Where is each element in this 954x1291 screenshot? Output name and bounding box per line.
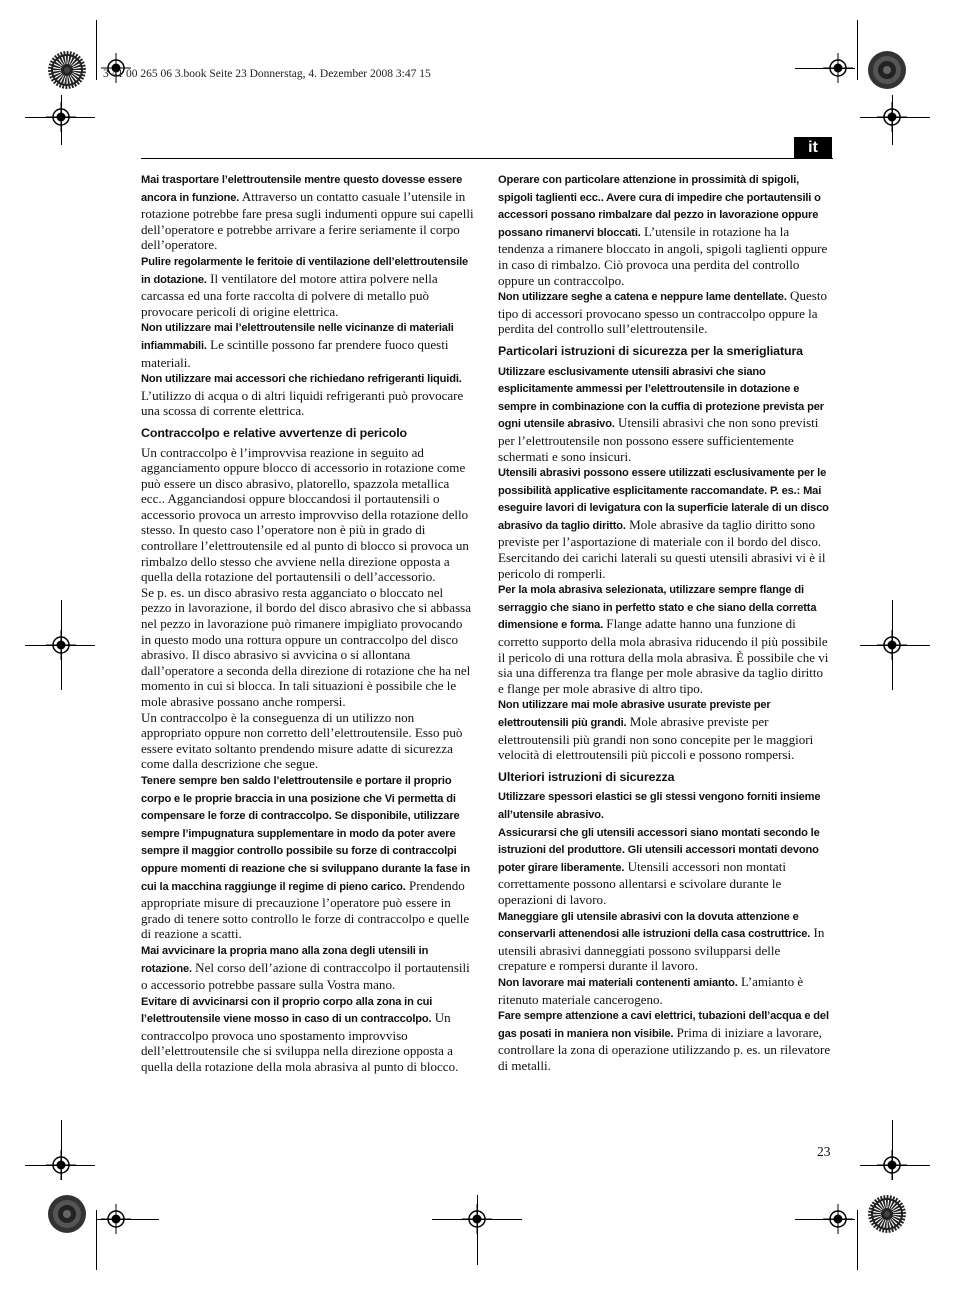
- registration-crosshair-icon: [462, 1204, 492, 1234]
- body-text: Flange adatte hanno una funzione di corretto supporto della mola abrasiva riducendo il più possibile il pericolo di una rottura della mola abrasiva. È possibile che vi sia una differenza tra flange per mole abrasive da taglio diritto e flange per mole abrasive di altro tipo.: [498, 616, 829, 696]
- bold-lead: Non utilizzare mai accessori che richiedano refrigeranti liquidi.: [141, 373, 462, 386]
- bold-lead: Assicurarsi che gli utensili accessori siano montati secondo le istruzioni del produttore. Gli utensili accessori montati devono poter girare liberamente.: [498, 826, 820, 874]
- body-text: Prendendo appropriate misure di precauzione l’operatore può essere in grado di tenere sotto controllo le forze di contraccolpo e quelle di reazione a scatti.: [141, 877, 470, 942]
- registration-crosshair-icon: [823, 1204, 853, 1234]
- body-text: Questo tipo di accessori provocano spesso un contraccolpo oppure la perdita del controllo sull’elettroutensile.: [498, 288, 827, 337]
- section-heading: Contraccolpo e relative avvertenze di pericolo: [141, 425, 408, 440]
- body-text: In utensili abrasivi danneggiati possono svilupparsi delle crepature e rompersi durante il lavoro.: [498, 925, 825, 974]
- body-text: Utensili accessori non montati correttamente possono allentarsi e scivolare durante le operazioni di lavoro.: [498, 858, 786, 907]
- registration-crosshair-icon: [46, 630, 76, 660]
- right-column: [498, 171, 832, 1073]
- paragraph: [498, 788, 832, 823]
- color-target-icon: [867, 50, 907, 90]
- header-rule: [141, 158, 833, 159]
- paragraph: [498, 908, 832, 974]
- star-target-icon: [47, 50, 87, 90]
- paragraph: [498, 974, 832, 1007]
- paragraph: [141, 710, 475, 772]
- bold-lead: Non utilizzare mai l’elettroutensile nelle vicinanze di materiali infiammabili.: [141, 322, 454, 352]
- registration-crosshair-icon: [877, 630, 907, 660]
- registration-crosshair-icon: [877, 102, 907, 132]
- body-text: Un contraccolpo provoca uno spostamento improvviso dell’elettroutensile che si sviluppa nella direzione opposta a quella della rotazione della mola abrasiva al punto di blocco.: [141, 1010, 459, 1075]
- star-target-icon: [867, 1194, 907, 1234]
- body-text: Nel corso dell’azione di contraccolpo il portautensili o accessorio potrebbe passare sulla Vostra mano.: [141, 959, 470, 993]
- registration-crosshair-icon: [46, 102, 76, 132]
- paragraph: [498, 288, 832, 337]
- body-text: Mole abrasive previste per elettroutensili più grandi non sono concepite per le maggiori velocità di elettroutensili più piccoli e possono rompersi.: [498, 714, 814, 763]
- body-text: Utensili abrasivi che non sono previsti per l’elettroutensile non possono essere sufficientemente schermati e sono insicuri.: [498, 415, 819, 464]
- paragraph: [141, 993, 475, 1075]
- paragraph: [141, 171, 475, 253]
- bold-lead: Mai avvicinare la propria mano alla zona degli utensili in rotazione.: [141, 944, 429, 975]
- paragraph: [141, 319, 475, 370]
- registration-crosshair-icon: [877, 1150, 907, 1180]
- body-text: Il ventilatore del motore attira polvere nella carcassa ed una forte raccolta di polvere di metallo può provocare pericoli di origine elettrica.: [141, 270, 438, 319]
- bold-lead: Utilizzare esclusivamente utensili abrasivi che siano esplicitamente ammessi per l’elettroutensile in dotazione e sempre in combinazione con la cuffia di protezione prevista per ogni utensile abrasivo.: [498, 365, 824, 431]
- paragraph: [141, 772, 475, 942]
- bold-lead: Non lavorare mai materiali contenenti amianto.: [498, 976, 738, 989]
- print-file-info: 3 41 00 265 06 3.book Seite 23 Donnerstag, 4. Dezember 2008 3:47 15: [103, 68, 431, 80]
- bold-lead: Utilizzare spessori elastici se gli stessi vengono forniti insieme all’utensile abrasivo.: [498, 791, 821, 821]
- paragraph: [498, 581, 832, 696]
- paragraph: [141, 445, 475, 585]
- body-text: Le scintille possono far prendere fuoco questi materiali.: [141, 336, 449, 370]
- color-target-icon: [47, 1194, 87, 1234]
- crop-line: [857, 1210, 858, 1270]
- section-heading: Ulteriori istruzioni di sicurezza: [498, 769, 675, 784]
- body-text: Un contraccolpo è l’improvvisa reazione in seguito ad agganciamento oppure blocco di accessorio in rotazione come può essere un disco abrasivo, platorello, spazzola metallica ecc.. Agganciandosi oppure bloccandosi il portautensili o accessorio provoca un arresto improvviso della rotazione dello stesso. In questo caso l’operatore non è più in grado di controllare l’elettroutensile ed al punto di blocco si provoca un rimbalzo dello stesso che avviene nella direzione opposta a quella della rotazione del portautensili o dell’accessorio.: [141, 444, 469, 585]
- paragraph: [141, 942, 475, 993]
- registration-crosshair-icon: [823, 53, 853, 83]
- registration-crosshair-icon: [101, 1204, 131, 1234]
- bold-lead: Pulire regolarmente le feritoie di ventilazione dell’elettroutensile in dotazione.: [141, 255, 469, 286]
- bold-lead: Non utilizzare mai mole abrasive usurate previste per elettroutensili più grandi.: [498, 699, 771, 729]
- paragraph: [141, 370, 475, 419]
- bold-lead: Fare sempre attenzione a cavi elettrici, tubazioni dell’acqua e del gas posati in maniera non visibile.: [498, 1010, 829, 1040]
- paragraph: [498, 824, 832, 908]
- paragraph: [498, 171, 832, 288]
- body-text: Prima di iniziare a lavorare, controllare la zona di operazione utilizzando p. es. un rilevatore di metalli.: [498, 1024, 831, 1073]
- body-text: Se p. es. un disco abrasivo resta agganciato o bloccato nel pezzo in lavorazione, il bordo del disco abrasivo che si abbassa nel pezzo in lavorazione può rimanere impigliato provocando in questo modo una rottura oppure un contraccolpo del disco abrasivo. Il disco abrasivo si avvicina o si allontana dall’operatore a seconda della direzione di rotazione che ha nel momento in cui si blocca. In tali situazioni è possibile che le mole abrasive possano anche rompersi.: [141, 584, 472, 709]
- paragraph: [498, 363, 832, 465]
- bold-lead: Evitare di avvicinarsi con il proprio corpo alla zona in cui l’elettroutensile viene mosso in caso di un contraccolpo.: [141, 995, 433, 1026]
- bold-lead: Utensili abrasivi possono essere utilizzati esclusivamente per le possibilità applicative esplicitamente raccomandate. P. es.: Mai eseguire lavori di levigatura con la superficie laterale di un disco abrasivo da taglio diritto.: [498, 467, 829, 532]
- crop-line: [857, 20, 858, 80]
- body-text: Un contraccolpo è la conseguenza di un utilizzo non appropriato oppure non corretto dell’elettroutensile. Esso può essere evitato soltanto prendendo misure adatte di sicurezza come dalla descrizione che segue.: [141, 709, 463, 772]
- body-text: Mole abrasive da taglio diritto sono previste per l’asportazione di materiale con il bordo del disco. Esercitando dei carichi laterali su questi utensili abrasivi vi è il pericolo di romperli.: [498, 516, 826, 581]
- left-column: [141, 171, 475, 1075]
- page-number: 23: [817, 1144, 831, 1159]
- bold-lead: Maneggiare gli utensile abrasivi con la dovuta attenzione e conservarli attenendosi alle istruzioni della casa costruttrice.: [498, 910, 811, 941]
- crop-line: [96, 20, 97, 80]
- paragraph: [141, 253, 475, 319]
- registration-crosshair-icon: [46, 1150, 76, 1180]
- body-text: Attraverso un contatto casuale l’utensile in rotazione potrebbe fare presa sugli indumenti oppure sui capelli dell’operatore e potrebbe arrivare a ferire seriamente il corpo dell’operatore.: [141, 188, 474, 253]
- bold-lead: Non utilizzare seghe a catena e neppure lame dentellate.: [498, 291, 787, 304]
- bold-lead: Per la mola abrasiva selezionata, utilizzare sempre flange di serraggio che siano in perfetto stato e che siano della corretta dimensione e forma.: [498, 584, 817, 632]
- paragraph: [141, 585, 475, 710]
- body-text: L’utilizzo di acqua o di altri liquidi refrigeranti può provocare una scossa di corrente elettrica.: [141, 387, 464, 419]
- bold-lead: Operare con particolare attenzione in prossimità di spigoli, spigoli taglienti ecc.. Avere cura di impedire che portautensili o accessori possano rimbalzare dal pezzo in lavorazione oppure possano rimanervi bloccati.: [498, 174, 821, 239]
- language-tab: it: [794, 137, 832, 158]
- body-text: L’utensile in rotazione ha la tendenza a rimanere bloccato in angoli, spigoli taglienti oppure in caso di rimbalzo. Ciò provoca una perdita del controllo oppure un contraccolpo.: [498, 223, 828, 288]
- section-heading: Particolari istruzioni di sicurezza per la smerigliatura: [498, 343, 803, 358]
- paragraph: [498, 464, 832, 581]
- bold-lead: Mai trasportare l’elettroutensile mentre questo dovesse essere ancora in funzione.: [141, 174, 463, 204]
- bold-lead: Tenere sempre ben saldo l’elettroutensile e portare il proprio corpo e le proprie braccia in una posizione che Vi permetta di compensare le forze di contraccolpo. Se disponibile, utilizzare sempre l’impugnatura supplementare in modo da poter avere sempre il maggior controllo possibile su forze di contraccolpi oppure momenti di reazione che si sviluppano durante la fase in cui la macchina raggiunge il regime di pieno carico.: [141, 774, 470, 893]
- body-text: L’amianto è ritenuto materiale cancerogeno.: [498, 973, 804, 1007]
- paragraph: [498, 696, 832, 762]
- paragraph: [498, 1007, 832, 1073]
